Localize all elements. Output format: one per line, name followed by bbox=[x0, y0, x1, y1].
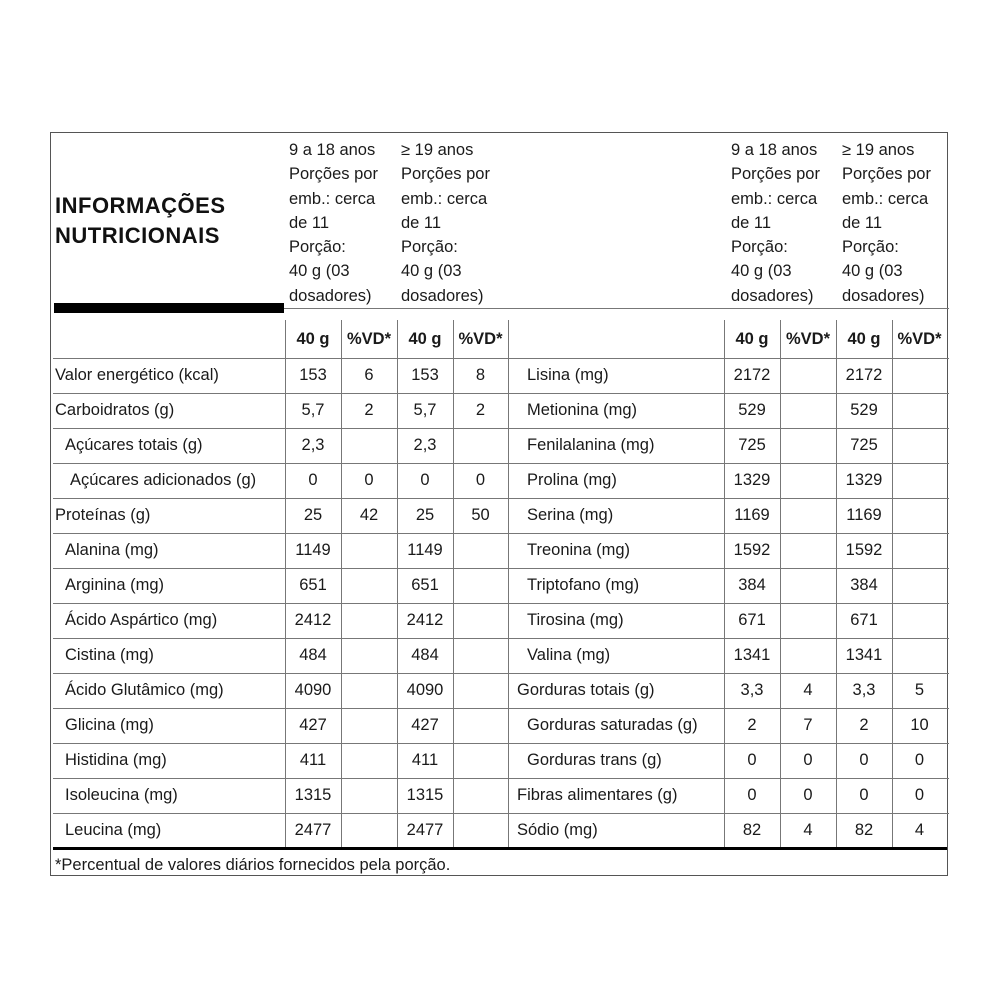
serving-header-line: 40 g (03 bbox=[842, 262, 903, 281]
left-row-value: 0 bbox=[420, 471, 430, 489]
right-row-label: Fibras alimentares (g) bbox=[517, 786, 678, 804]
left-row-value: 1315 bbox=[406, 786, 444, 804]
left-row-value: 2412 bbox=[294, 611, 332, 629]
right-row-value: 7 bbox=[803, 716, 813, 734]
serving-header-line: emb.: cerca bbox=[401, 189, 488, 208]
left-row-label: Açúcares totais (g) bbox=[65, 436, 203, 454]
right-row-value: 4 bbox=[914, 821, 925, 839]
right-row-value: 1592 bbox=[733, 541, 771, 559]
left-row-value: 2477 bbox=[294, 821, 332, 839]
row-divider bbox=[53, 638, 949, 639]
left-row-value: 1149 bbox=[295, 541, 331, 559]
serving-header-line: Porção: bbox=[289, 238, 346, 257]
left-row-label: Valor energético (kcal) bbox=[55, 366, 219, 384]
left-row-value: 411 bbox=[299, 751, 327, 769]
left-row-value: 0 bbox=[475, 471, 486, 489]
right-row-value: 529 bbox=[738, 401, 766, 419]
right-row-value: 0 bbox=[859, 786, 869, 804]
right-row-label: Gorduras trans (g) bbox=[527, 751, 662, 769]
serving-header-1 bbox=[289, 138, 378, 308]
left-row-label: Ácido Aspártico (mg) bbox=[65, 611, 218, 629]
right-colhead-amount: 40 g bbox=[847, 330, 881, 348]
right-row-label: Valina (mg) bbox=[527, 646, 611, 664]
title-line-2: NUTRICIONAIS bbox=[55, 223, 220, 248]
left-row-value: 0 bbox=[308, 471, 318, 489]
right-row-label: Triptofano (mg) bbox=[527, 576, 640, 594]
right-row-value: 0 bbox=[803, 751, 813, 769]
left-row-value: 651 bbox=[299, 576, 327, 594]
left-colhead-amount: 40 g bbox=[296, 330, 330, 348]
left-row-label: Glicina (mg) bbox=[65, 716, 154, 734]
right-row-value: 0 bbox=[914, 751, 925, 769]
right-row-value: 3,3 bbox=[740, 681, 764, 699]
right-row-value: 1169 bbox=[846, 506, 882, 524]
right-row-value: 1329 bbox=[733, 471, 771, 489]
left-row-value: 484 bbox=[411, 646, 439, 664]
right-row-value: 1341 bbox=[733, 646, 771, 664]
left-colhead-dv: %VD* bbox=[458, 330, 503, 348]
right-row-value: 2 bbox=[747, 716, 757, 734]
row-divider bbox=[53, 568, 949, 569]
left-row-label: Proteínas (g) bbox=[55, 506, 151, 524]
left-row-label: Arginina (mg) bbox=[65, 576, 165, 594]
panel-title bbox=[55, 191, 226, 251]
serving-header-line: Porção: bbox=[731, 238, 788, 257]
serving-header-line: 40 g (03 bbox=[731, 262, 792, 281]
right-colhead-dv: %VD* bbox=[897, 330, 942, 348]
serving-header-line: dosadores) bbox=[842, 286, 925, 305]
serving-header-4 bbox=[842, 138, 931, 308]
serving-header-line: Porções por bbox=[289, 165, 378, 184]
right-colhead-dv: %VD* bbox=[785, 330, 830, 348]
left-row-value: 50 bbox=[471, 506, 490, 524]
right-row-value: 671 bbox=[738, 611, 766, 629]
right-row-value: 384 bbox=[738, 576, 766, 594]
left-row-value: 2 bbox=[364, 401, 374, 419]
serving-header-line: emb.: cerca bbox=[289, 189, 376, 208]
serving-header-line: de 11 bbox=[289, 213, 330, 232]
left-row-value: 25 bbox=[415, 506, 435, 524]
right-row-label: Gorduras saturadas (g) bbox=[527, 716, 698, 734]
left-row-value: 2477 bbox=[406, 821, 444, 839]
left-row-value: 2,3 bbox=[301, 436, 325, 454]
left-row-value: 0 bbox=[364, 471, 374, 489]
right-row-value: 2172 bbox=[733, 366, 771, 384]
serving-header-line: de 11 bbox=[401, 213, 442, 232]
right-row-value: 1341 bbox=[845, 646, 883, 664]
right-row-value: 82 bbox=[854, 821, 874, 839]
left-row-label: Histidina (mg) bbox=[65, 751, 167, 769]
serving-header-line: Porções por bbox=[842, 165, 931, 184]
serving-header-line: 40 g (03 bbox=[289, 262, 350, 281]
right-row-value: 5 bbox=[914, 681, 925, 699]
left-row-label: Alanina (mg) bbox=[65, 541, 159, 559]
serving-header-line: ≥ 19 anos bbox=[842, 141, 915, 159]
serving-header-line: emb.: cerca bbox=[731, 189, 818, 208]
right-row-label: Metionina (mg) bbox=[527, 401, 638, 419]
left-row-value: 25 bbox=[303, 506, 323, 524]
left-row-label: Isoleucina (mg) bbox=[65, 786, 178, 804]
row-divider bbox=[53, 533, 949, 534]
right-row-value: 0 bbox=[747, 786, 757, 804]
left-row-value: 8 bbox=[475, 366, 486, 384]
left-row-label: Cistina (mg) bbox=[65, 646, 154, 664]
left-colhead-amount: 40 g bbox=[408, 330, 442, 348]
right-row-value: 671 bbox=[850, 611, 878, 629]
left-row-label: Carboidratos (g) bbox=[55, 401, 175, 419]
left-row-value: 153 bbox=[299, 366, 327, 384]
serving-header-line: 9 a 18 anos bbox=[731, 141, 818, 159]
left-row-value: 411 bbox=[411, 751, 439, 769]
right-row-value: 2 bbox=[859, 716, 869, 734]
left-row-value: 427 bbox=[299, 716, 327, 734]
left-row-value: 2412 bbox=[406, 611, 444, 629]
serving-header-line: dosadores) bbox=[731, 286, 814, 305]
left-row-label: Açúcares adicionados (g) bbox=[70, 471, 257, 489]
right-row-value: 1329 bbox=[845, 471, 883, 489]
right-row-value: 384 bbox=[850, 576, 878, 594]
serving-header-line: dosadores) bbox=[401, 286, 484, 305]
serving-header-line: dosadores) bbox=[289, 286, 372, 305]
left-row-value: 2,3 bbox=[413, 436, 437, 454]
left-row-value: 5,7 bbox=[413, 401, 437, 419]
serving-header-line: ≥ 19 anos bbox=[401, 141, 474, 159]
header-divider bbox=[284, 308, 949, 309]
serving-header-line: emb.: cerca bbox=[842, 189, 929, 208]
right-row-value: 529 bbox=[850, 401, 878, 419]
right-row-label: Prolina (mg) bbox=[527, 471, 617, 489]
serving-header-2 bbox=[401, 138, 490, 308]
footnote: *Percentual de valores diários fornecidos pela porção. bbox=[55, 856, 451, 874]
serving-header-3 bbox=[731, 138, 820, 308]
nutrition-facts-panel bbox=[50, 132, 948, 876]
serving-header-line: de 11 bbox=[731, 213, 772, 232]
right-row-value: 1592 bbox=[845, 541, 883, 559]
right-row-value: 3,3 bbox=[852, 681, 876, 699]
left-row-value: 4090 bbox=[294, 681, 332, 699]
serving-header-line: 9 a 18 anos bbox=[289, 141, 376, 159]
right-colhead-amount: 40 g bbox=[735, 330, 769, 348]
left-colhead-dv: %VD* bbox=[346, 330, 391, 348]
right-row-value: 725 bbox=[850, 436, 878, 454]
right-row-value: 0 bbox=[859, 751, 869, 769]
serving-header-line: Porção: bbox=[401, 238, 458, 257]
right-row-value: 10 bbox=[910, 716, 929, 734]
right-row-value: 0 bbox=[914, 786, 925, 804]
left-row-value: 651 bbox=[411, 576, 439, 594]
right-row-value: 4 bbox=[803, 821, 813, 839]
serving-header-line: Porção: bbox=[842, 238, 899, 257]
right-row-value: 2172 bbox=[845, 366, 883, 384]
left-row-value: 484 bbox=[299, 646, 327, 664]
left-row-value: 2 bbox=[475, 401, 486, 419]
right-row-value: 725 bbox=[738, 436, 766, 454]
left-row-value: 153 bbox=[411, 366, 439, 384]
serving-header-line: 40 g (03 bbox=[401, 262, 462, 281]
left-row-value: 1315 bbox=[294, 786, 332, 804]
right-row-value: 82 bbox=[742, 821, 762, 839]
right-row-label: Treonina (mg) bbox=[527, 541, 631, 559]
right-row-value: 1169 bbox=[734, 506, 770, 524]
left-col-divider bbox=[508, 320, 509, 848]
right-row-label: Lisina (mg) bbox=[527, 366, 609, 384]
right-row-label: Tirosina (mg) bbox=[527, 611, 624, 629]
left-row-label: Leucina (mg) bbox=[65, 821, 162, 839]
right-row-label: Fenilalanina (mg) bbox=[527, 436, 655, 454]
right-row-value: 0 bbox=[747, 751, 757, 769]
left-row-value: 5,7 bbox=[301, 401, 325, 419]
left-row-label: Ácido Glutâmico (mg) bbox=[65, 681, 224, 699]
right-row-label: Serina (mg) bbox=[527, 506, 614, 524]
right-row-value: 4 bbox=[803, 681, 813, 699]
title-line-1: INFORMAÇÕES bbox=[55, 193, 226, 218]
left-row-value: 42 bbox=[359, 506, 379, 524]
left-row-value: 1149 bbox=[407, 541, 443, 559]
left-row-value: 4090 bbox=[406, 681, 444, 699]
title-underline-bar bbox=[54, 303, 284, 313]
left-row-value: 6 bbox=[364, 366, 374, 384]
right-row-value: 0 bbox=[803, 786, 813, 804]
serving-header-line: Porções por bbox=[731, 165, 820, 184]
right-row-label: Gorduras totais (g) bbox=[517, 681, 655, 699]
serving-header-line: Porções por bbox=[401, 165, 490, 184]
right-row-label: Sódio (mg) bbox=[517, 821, 598, 839]
serving-header-line: de 11 bbox=[842, 213, 883, 232]
left-row-value: 427 bbox=[411, 716, 439, 734]
